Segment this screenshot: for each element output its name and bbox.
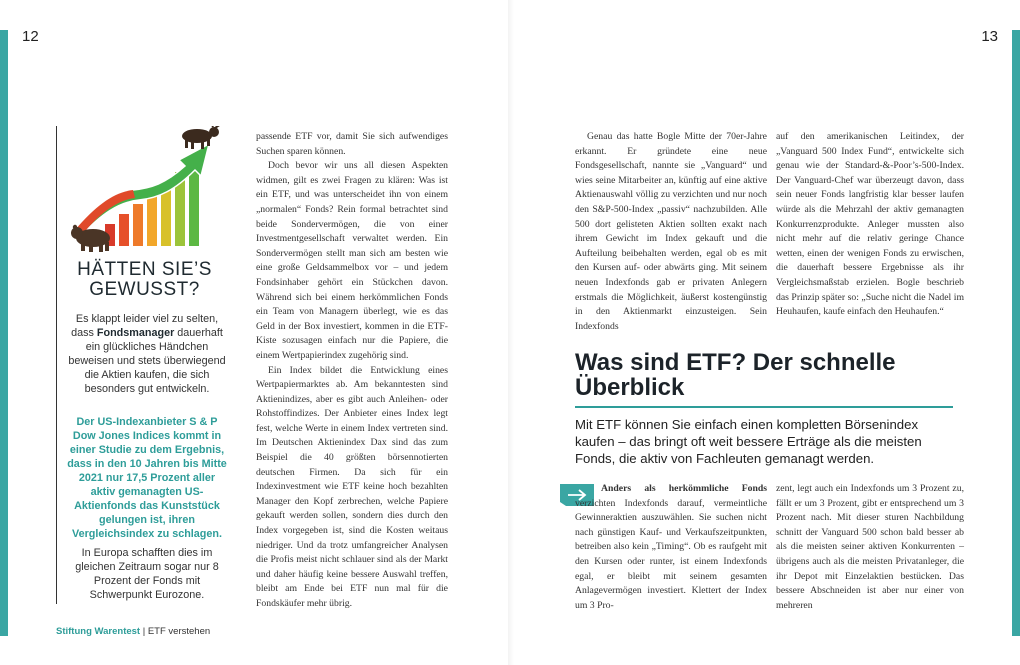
right-page-column-3 <box>575 482 767 613</box>
body-paragraph: Ein Index bildet die Entwicklung eines Wertpapiermarktes ab. Am bekanntesten sind Aktienindizes, aber es gibt auch Anleihen- oder Rohstoffindizes. Der Anbieter eines Index legt fest, welche Werte in einem Index vertreten sind. Im Deutschen Aktienindex Dax sind das zum Beispiel die 40 größten börsennotierten deutschen Firmen. Da sich für ein Indexinvestment wie ETF keine hoch bezahlten Manager den Kopf zerbrechen, welche Papiere gekauft werden sollen, sondern dies durch den Index vorgegeben ist, sind die Kosten weitaus niedriger. Und da trotz umfangreicher Analysen die Profis meist nicht schlauer sind als der Markt und daher häufig keine bessere Auswahl treffen, bleibt am Ende bei ETF nun mal für die Fondskäufer mehr übrig. <box>256 364 448 609</box>
info-sidebar <box>56 126 232 604</box>
body-paragraph: zent, legt auch ein Indexfonds um 3 Prozent zu, fällt er um 3 Prozent, gibt er entsprechend um 3 Prozent nach. Mit dieser sturen Nachbildung schnitt der Vanguard 500 schon bald besser ab als die meisten seiner aktiven Konkurrenten – übrigens auch als die meisten Privatanleger, die ihr Depot mit Einzelaktien bestücken. Das bessere Abschneiden ist aber nur einer von mehreren <box>776 483 964 611</box>
right-page-column-4 <box>776 482 964 613</box>
left-page-body-column <box>256 130 448 612</box>
sidebar-title-line2: GEWUSST? <box>89 279 200 300</box>
bear-icon <box>71 225 110 252</box>
book-spine-shadow <box>508 0 514 665</box>
bull-icon <box>182 126 221 149</box>
sidebar-title <box>57 260 232 300</box>
left-page-edge-bar <box>0 30 8 636</box>
page-footer <box>56 626 210 637</box>
section-heading: Was sind ETF? Der schnelle Überblick <box>575 349 896 401</box>
paragraph-run-in-heading: Anders als herkömmliche Fonds <box>601 483 767 494</box>
right-page-edge-bar <box>1012 30 1020 636</box>
section-lead: Mit ETF können Sie einfach einen kompletten Börsenindex kaufen – das bringt oft weit bessere Erträge als die meisten Fonds, die aktiv von Fachleuten gemanagt werden. <box>575 417 922 466</box>
footer-separator: | <box>140 626 148 637</box>
sidebar-title-line1: HÄTTEN SIE’S <box>77 259 212 280</box>
footer-brand: Stiftung Warentest <box>56 626 141 637</box>
footer-book-title: ETF verstehen <box>147 626 211 637</box>
body-paragraph: passende ETF vor, damit Sie sich aufwendiges Suchen sparen können. <box>256 131 448 157</box>
sidebar-p1-bold: Fondsmanager <box>96 327 175 339</box>
body-paragraph: auf den amerikanischen Leitindex, der „Vanguard 500 Index Fund“, entwickelte sich genau wie der Standard-&-Poor’s-500-Index. Der Vanguard-Chef war überzeugt davon, dass sein neuer Fonds langfristig klar besser laufen würde als die Mehrzahl der aktiv gemanagten Konkurrenzprodukte. Anleger mussten also nicht mehr auf die relativ geringe Chance wetten, einen der wenigen Fonds zu erwischen, die dauerhaft bessere Ergebnisse als ihr Vergleichsmaßstab erzielen. Bogle beschrieb das Prinzip später so: „Suche nicht die Nadel im Heuhaufen, kaufe einfach den Heuhaufen.“ <box>776 131 964 318</box>
sidebar-highlight-paragraph: Der US-Indexanbieter S & P Dow Jones Indices kommt in einer Studie zu dem Ergebnis, dass in den 10 Jahren bis Mitte 2021 nur 17,5 Prozent aller aktiv gemanagten US-Aktienfonds das Kunststück gelungen ist, ihren Vergleichsindex zu schlagen. <box>67 416 227 540</box>
body-paragraph <box>575 482 767 613</box>
sidebar-p1-text: Es klappt leider viel zu selten, dass <box>71 313 219 339</box>
heading-underline <box>575 406 953 408</box>
bull-bear-chart-illustration <box>67 126 227 254</box>
body-paragraph: Genau das hatte Bogle Mitte der 70er-Jahre erkannt. Er gründete eine neue Fondsgesellschaft, nannte sie „Vanguard“ und wies seine Mitarbeiter an, künftig auf eine aktive Aktienauswahl völlig zu verzichten und nur noch den S&P-500-Index „passiv“ nachzubilden. Alle 500 dort gelisteten Aktien sollten exakt nach ihrem Gewicht im Index gekauft und die Aufteilung beibehalten werden, egal ob es mit den Kursen auf- oder abwärts ging. Mit seinem neuen Indexfonds gab er privaten Anlegern erstmals die Möglichkeit, äußerst kostengünstig in den Aktienmarkt einzusteigen. Sein Indexfonds <box>575 131 767 332</box>
sidebar-paragraph-1 <box>67 312 227 396</box>
page-number-left: 12 <box>22 28 39 45</box>
body-paragraph: Doch bevor wir uns all diesen Aspekten widmen, gilt es zwei Fragen zu klären: Was ist ein ETF, und was unterscheidet ihn von einem „normalen“ Fonds? Rein formal betrachtet sind beide Sondervermögen, die von einer Investmentgesellschaft verwaltet werden. Ein Sondervermögen stellt man sich am besten wie eine große Geldsammelbox vor – und jedem Fondsinhaber gehört ein Stückchen davon. Während sich bei einem herkömmlichen Fonds ein Team von Managern überlegt, wie es das Geld in der Box investiert, kommen in die ETF-Kiste sozusagen einfach nur die Papiere, die einem Wertpapierindex zugehörig sind. <box>256 160 448 361</box>
page-number-right: 13 <box>981 28 998 45</box>
paragraph-text: verzichten Indexfonds darauf, vermeintliche Gewinneraktien auszuwählen. Sie suchen nicht nach günstigen Kauf- und Verkaufszeitpunkten, betreiben also kein „Timing“. Ob es raufgeht mit den Kursen oder runter, ist einem Indexfonds egal, er bleibt mit seinem gesamten Anlagevermögen investiert. Klettert der Index um 3 Pro- <box>575 497 767 611</box>
sidebar-p1-text-end: dauerhaft ein glückliches Händchen beweisen und stets überwiegend die Aktien kaufen, die sich besonders gut entwickeln. <box>68 327 226 395</box>
right-page-column-2 <box>776 130 964 320</box>
sidebar-paragraph-3: In Europa schafften dies im gleichen Zeitraum sogar nur 8 Prozent der Fonds mit Schwerpunkt Eurozone. <box>75 547 219 601</box>
right-page-column-1 <box>575 130 767 334</box>
